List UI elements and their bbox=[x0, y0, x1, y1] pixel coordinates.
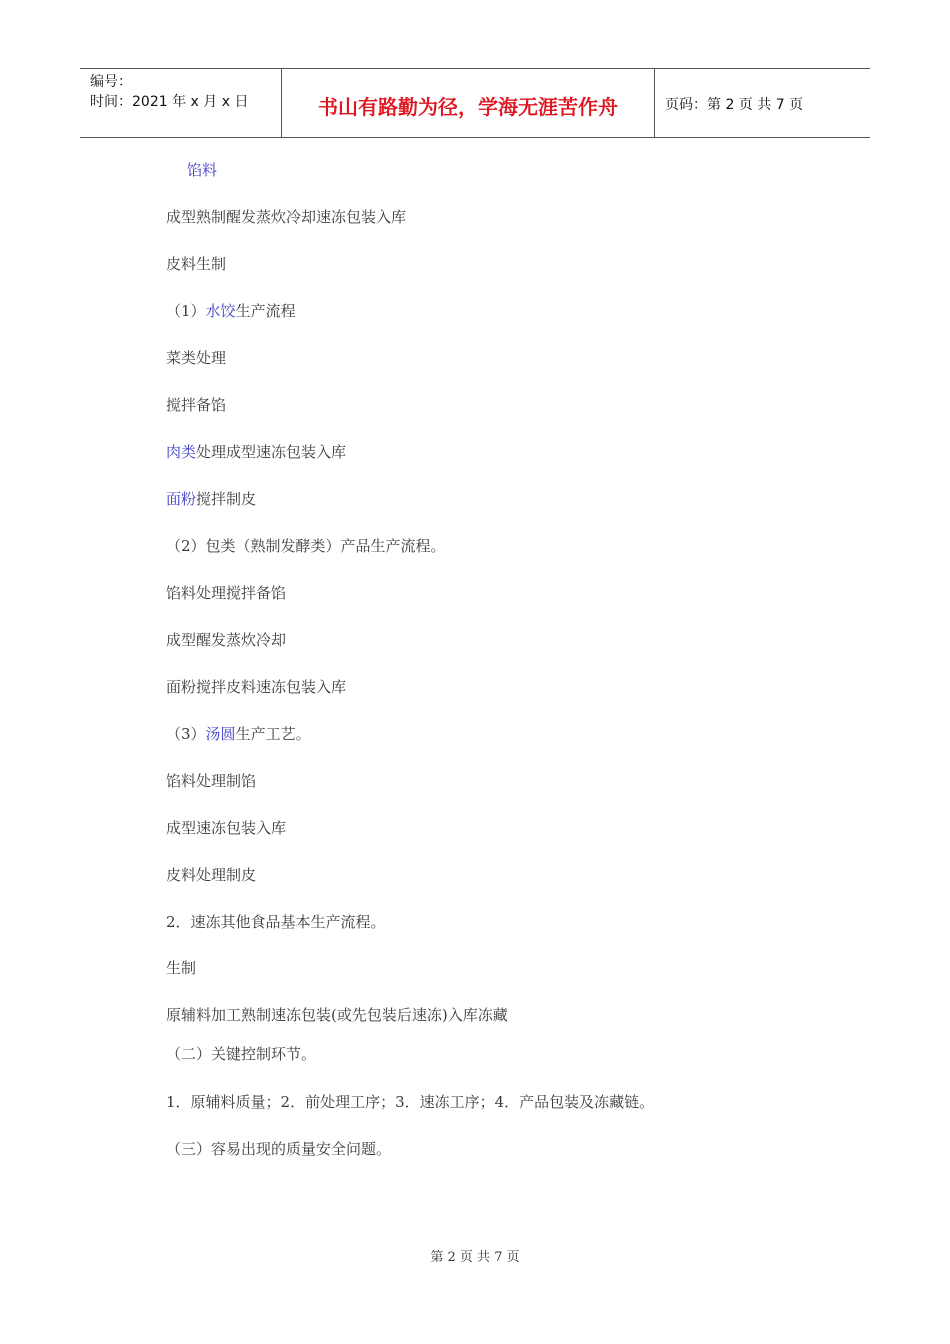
body-line bbox=[166, 958, 196, 978]
body-line bbox=[166, 724, 311, 744]
header-right-cell bbox=[655, 69, 870, 137]
line-text: （三）容易出现的质量安全问题。 bbox=[166, 1140, 392, 1158]
body-line bbox=[166, 489, 256, 509]
line-text: （1） bbox=[166, 302, 206, 320]
body-line bbox=[166, 1092, 654, 1112]
line-text: 馅料处理搅拌备馅 bbox=[166, 584, 287, 602]
body-line bbox=[166, 583, 286, 603]
line-text: 馅料处理制馅 bbox=[166, 772, 257, 790]
glossary-link[interactable]: 汤圆 bbox=[205, 725, 236, 743]
body-line bbox=[166, 207, 406, 227]
line-text: 1．原辅料质量；2．前处理工序；3．速冻工序；4．产品包装及冻藏链。 bbox=[166, 1093, 655, 1111]
body-line bbox=[166, 301, 296, 321]
line-text: 成型熟制醒发蒸炊冷却速冻包装入库 bbox=[166, 208, 407, 226]
line-text: 皮料处理制皮 bbox=[166, 866, 257, 884]
line-text: 面粉搅拌皮料速冻包装入库 bbox=[166, 678, 347, 696]
body-line bbox=[166, 818, 286, 838]
header-left-cell bbox=[80, 69, 280, 137]
line-text: 成型速冻包装入库 bbox=[166, 819, 287, 837]
body-line bbox=[166, 1005, 508, 1025]
line-text: （3） bbox=[166, 725, 206, 743]
page-header bbox=[80, 68, 870, 138]
body-line bbox=[166, 348, 226, 368]
body-line bbox=[187, 160, 217, 180]
line-text: 2．速冻其他食品基本生产流程。 bbox=[166, 913, 386, 931]
line-text: 皮料生制 bbox=[166, 255, 227, 273]
header-page-code: 页码：第 2 页 共 7 页 bbox=[665, 97, 804, 113]
glossary-link[interactable]: 肉类 bbox=[166, 443, 197, 461]
body-line bbox=[166, 677, 346, 697]
document-date-label: 时间：2021 年 x 月 x 日 bbox=[90, 94, 249, 110]
line-text: 成型醒发蒸炊冷却 bbox=[166, 631, 287, 649]
body-line bbox=[166, 254, 226, 274]
line-text: 生产工艺。 bbox=[235, 725, 311, 743]
line-text: 生产流程 bbox=[235, 302, 296, 320]
line-text: 搅拌制皮 bbox=[196, 490, 257, 508]
body-line bbox=[166, 912, 386, 932]
body-line bbox=[166, 630, 286, 650]
body-line bbox=[166, 1044, 316, 1064]
document-number-label: 编号： bbox=[90, 74, 132, 90]
line-text: 生制 bbox=[166, 959, 197, 977]
page-footer bbox=[0, 1246, 950, 1265]
header-motto-cell bbox=[281, 69, 655, 137]
body-line bbox=[166, 395, 226, 415]
glossary-link[interactable]: 馅料 bbox=[187, 161, 218, 179]
glossary-link[interactable]: 水饺 bbox=[205, 302, 236, 320]
line-text: 原辅料加工熟制速冻包装(或先包装后速冻)入库冻藏 bbox=[166, 1006, 508, 1024]
body-line bbox=[166, 442, 346, 462]
line-text: （二）关键控制环节。 bbox=[166, 1045, 317, 1063]
body-line bbox=[166, 865, 256, 885]
footer-page-number: 第 2 页 共 7 页 bbox=[430, 1250, 520, 1265]
header-motto: 书山有路勤为径，学海无涯苦作舟 bbox=[318, 95, 618, 119]
body-line bbox=[166, 1139, 391, 1159]
line-text: （2）包类（熟制发酵类）产品生产流程。 bbox=[166, 537, 446, 555]
line-text: 处理成型速冻包装入库 bbox=[196, 443, 347, 461]
line-text: 搅拌备馅 bbox=[166, 396, 227, 414]
body-line bbox=[166, 536, 446, 556]
body-line bbox=[166, 771, 256, 791]
line-text: 菜类处理 bbox=[166, 349, 227, 367]
glossary-link[interactable]: 面粉 bbox=[166, 490, 197, 508]
